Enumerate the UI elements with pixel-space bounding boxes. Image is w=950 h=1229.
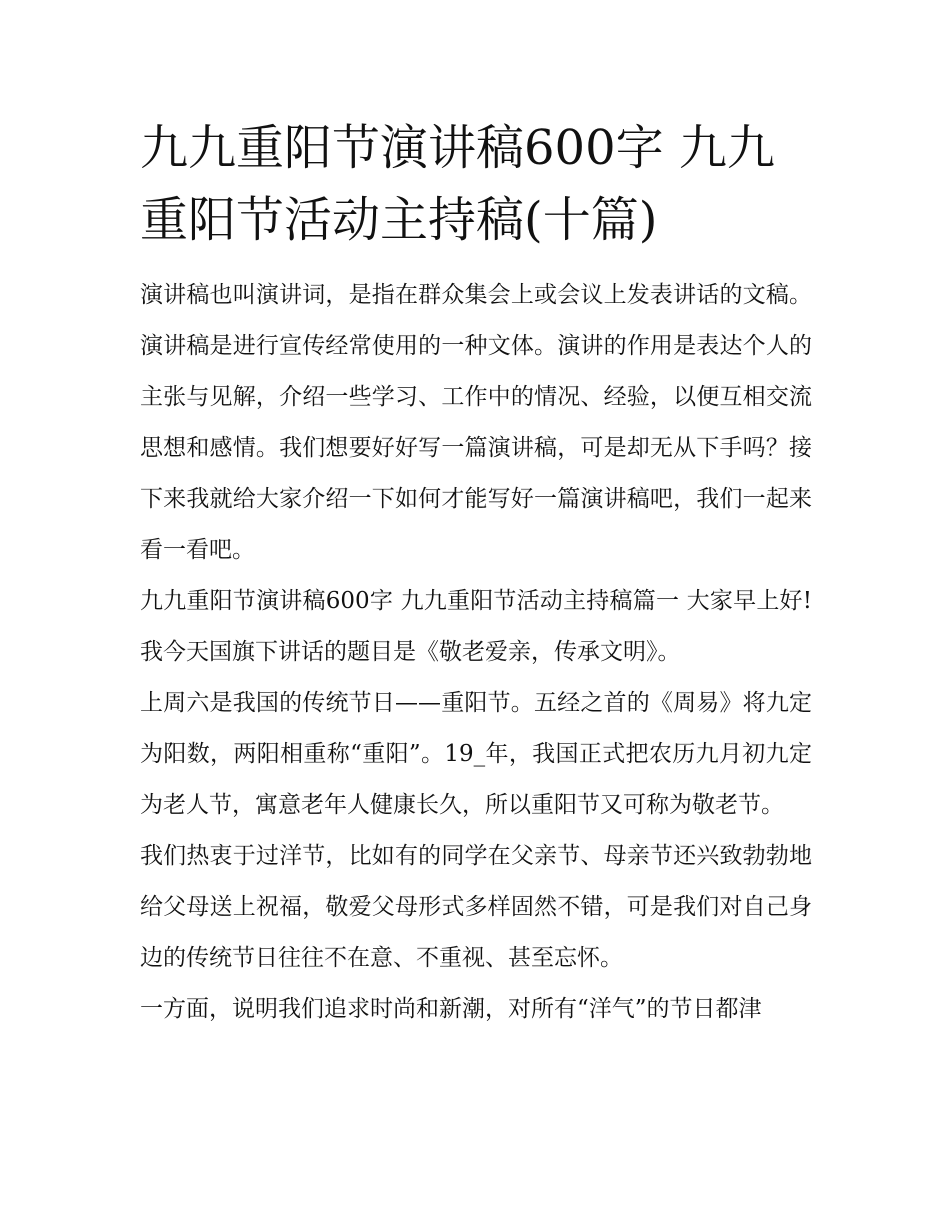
paragraph-intro: 演讲稿也叫演讲词，是指在群众集会上或会议上发表讲话的文稿。演讲稿是进行宣传经常使用的一种文体。演讲的作用是表达个人的主张与见解，介绍一些学习、工作中的情况、经验，以便互相交流思想和感情。我们想要好好写一篇演讲稿，可是却无从下手吗？接下来我就给大家介绍一下如何才能写好一篇演讲稿吧，我们一起来看一看吧。 (140, 282, 812, 563)
paragraph-section-one: 九九重阳节演讲稿600字 九九重阳节活动主持稿篇一 大家早上好!我今天国旗下讲话的题目是《敬老爱亲，传承文明》。 (140, 588, 812, 665)
document-body (140, 270, 812, 1035)
paragraph-chongyang-history: 上周六是我国的传统节日——重阳节。五经之首的《周易》将九定为阳数，两阳相重称“重阳”。19_年，我国正式把农历九月初九定为老人节，寓意老年人健康长久，所以重阳节又可称为敬老节。 (140, 690, 812, 818)
document-content (140, 112, 812, 1035)
paragraph-foreign-holidays: 我们热衷于过洋节，比如有的同学在父亲节、母亲节还兴致勃勃地给父母送上祝福，敬爱父母形式多样固然不错，可是我们对自己身边的传统节日往往不在意、不重视、甚至忘怀。 (140, 843, 812, 971)
document-title: 九九重阳节演讲稿600字 九九重阳节活动主持稿(十篇) (140, 120, 775, 248)
paragraph-fashion: 一方面，说明我们追求时尚和新潮，对所有“洋气”的节日都津 (140, 996, 762, 1022)
